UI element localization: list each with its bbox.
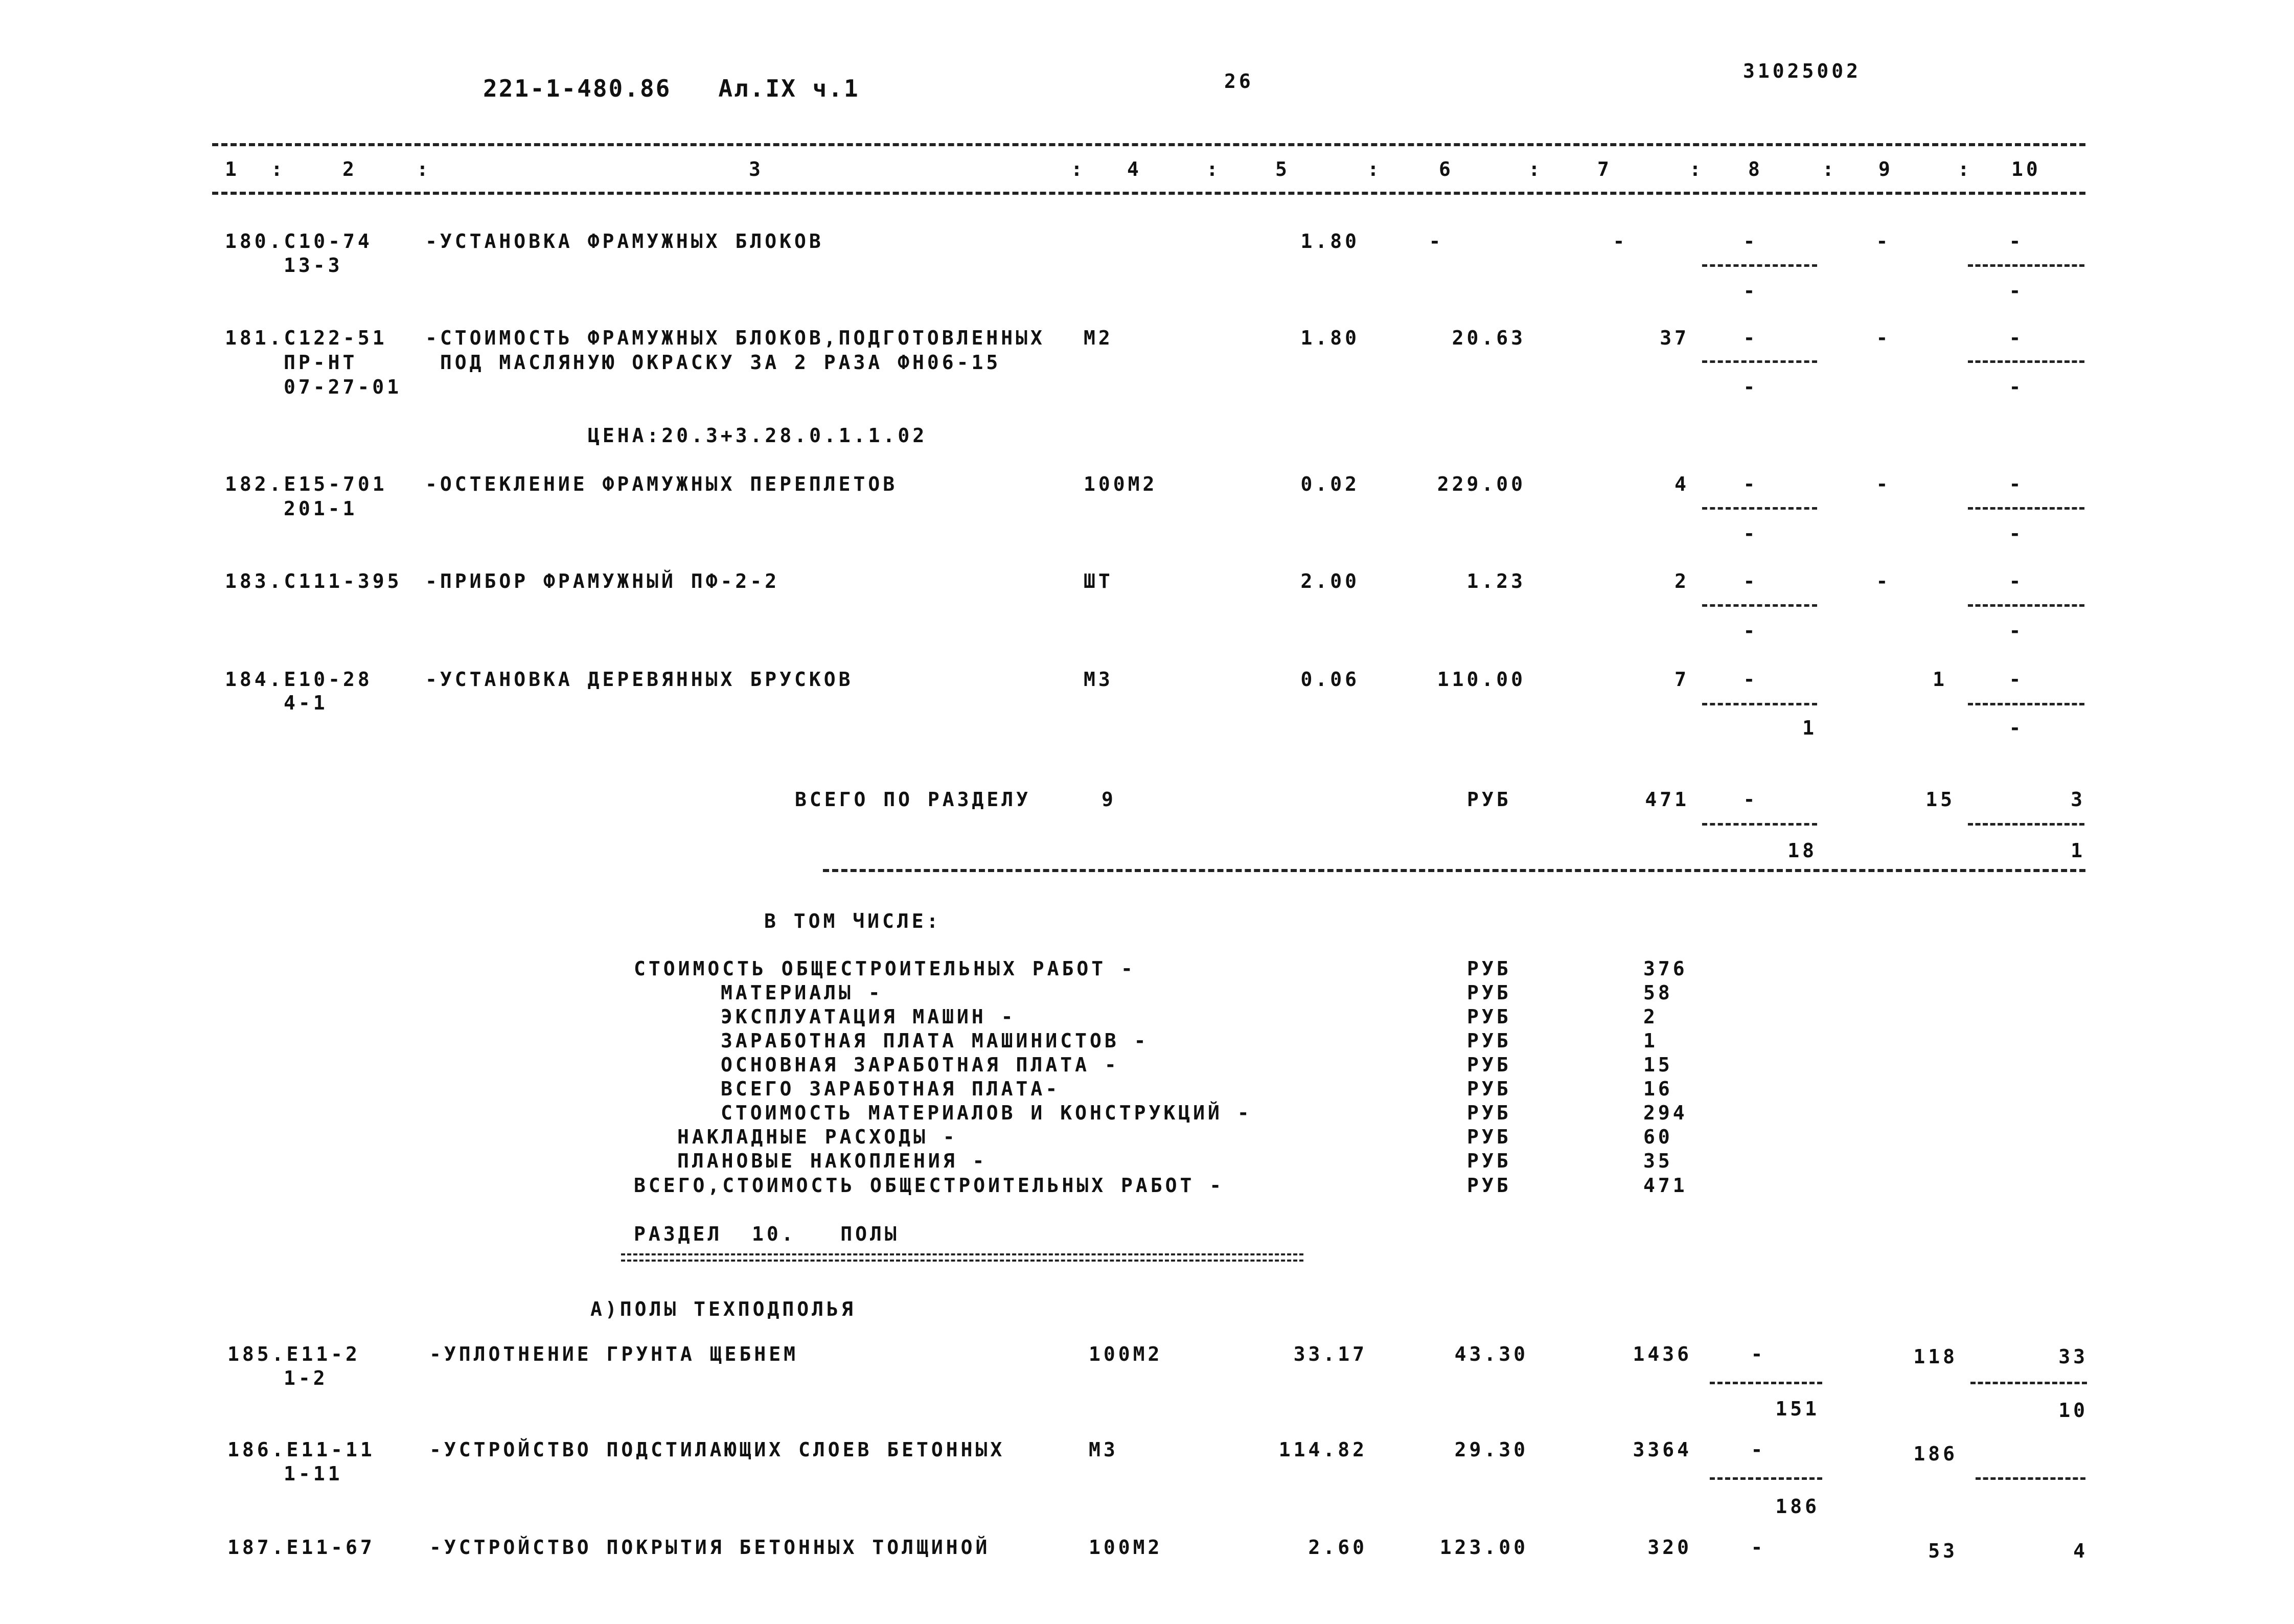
fraction-line — [1702, 360, 1817, 363]
row-code: 187.E11-67 — [227, 1536, 375, 1559]
section-total-c10-bottom: 1 — [2071, 839, 2085, 862]
fraction-line — [1702, 703, 1817, 705]
row-c8-bottom: - — [1743, 620, 1758, 642]
row-name: -УСТАНОВКА ФРАМУЖНЫХ БЛОКОВ — [425, 230, 824, 253]
row-name: -УСТРОЙСТВО ПОДСТИЛАЮЩИХ СЛОЕВ БЕТОННЫХ — [429, 1438, 1005, 1461]
summary-value: 471 — [1643, 1174, 1688, 1197]
row-name: -УСТАНОВКА ДЕРЕВЯННЫХ БРУСКОВ — [425, 668, 854, 691]
row-total: 1436 — [1633, 1343, 1692, 1365]
summary-label: ЭКСПЛУАТАЦИЯ МАШИН - — [721, 1005, 1016, 1028]
row-c8-top: - — [1743, 473, 1758, 495]
col-sep: : — [1958, 158, 1972, 180]
row-c8-top: - — [1751, 1438, 1766, 1461]
col-header-1: 1 — [225, 158, 240, 180]
col-sep: : — [417, 158, 431, 180]
row-total: 2 — [1674, 570, 1689, 592]
row-c10-top: 4 — [2073, 1540, 2088, 1562]
row-total: 4 — [1674, 473, 1689, 495]
row-unit: М2 — [1084, 327, 1113, 349]
table-header-rule — [212, 192, 2085, 195]
summary-value: 16 — [1643, 1078, 1673, 1100]
section-total-c8-bottom: 18 — [1787, 839, 1817, 862]
row-c8-top: - — [1743, 668, 1758, 691]
row-price: 43.30 — [1454, 1343, 1528, 1365]
col-header-6: 6 — [1439, 158, 1454, 180]
col-header-5: 5 — [1275, 158, 1290, 180]
fraction-line — [1702, 264, 1817, 267]
row-unit: ШТ — [1084, 570, 1113, 592]
row-c9: 118 — [1913, 1345, 1958, 1368]
row-c9: 1 — [1933, 668, 1947, 691]
row-c8-bottom: 1 — [1802, 717, 1817, 739]
row-c9: - — [1876, 327, 1891, 349]
row-c8-top: - — [1743, 230, 1758, 253]
summary-unit: РУБ — [1467, 1150, 1511, 1172]
summary-label: СТОИМОСТЬ МАТЕРИАЛОВ И КОНСТРУКЦИЙ - — [721, 1102, 1252, 1124]
summary-unit: РУБ — [1467, 1126, 1511, 1148]
section-total-rule — [823, 869, 2085, 872]
summary-unit: РУБ — [1467, 981, 1511, 1004]
price-note: ЦЕНА:20.3+3.28.0.1.1.02 — [588, 424, 928, 447]
row-name-cont: ПОД МАСЛЯНУЮ ОКРАСКУ ЗА 2 РАЗА ФН06-15 — [425, 351, 1001, 374]
row-price: 1.23 — [1466, 570, 1526, 592]
col-sep: : — [1206, 158, 1221, 180]
section-heading-underline — [621, 1253, 1303, 1262]
summary-unit: РУБ — [1467, 1005, 1511, 1028]
summary-label: МАТЕРИАЛЫ - — [721, 981, 883, 1004]
fraction-line — [1970, 1382, 2087, 1384]
row-unit: М3 — [1084, 668, 1113, 691]
row-c10-bottom: - — [2009, 376, 2024, 398]
document-id: 31025002 — [1743, 60, 1862, 82]
summary-value: 15 — [1643, 1054, 1673, 1076]
row-code-sub: 13-3 — [284, 254, 343, 277]
row-code: 182.E15-701 — [225, 473, 387, 495]
row-code: 186.E11-11 — [227, 1438, 375, 1461]
section-total-c10-top: 3 — [2071, 788, 2085, 811]
row-c9: 53 — [1928, 1540, 1958, 1562]
summary-label: СТОИМОСТЬ ОБЩЕСТРОИТЕЛЬНЫХ РАБОТ - — [634, 957, 1136, 980]
section-subheading: А)ПОЛЫ ТЕХПОДПОЛЬЯ — [590, 1298, 856, 1320]
row-c8-bottom: 151 — [1775, 1398, 1820, 1420]
row-price: - — [1429, 230, 1444, 253]
col-sep: : — [1528, 158, 1543, 180]
row-code-sub: 201-1 — [284, 497, 358, 520]
summary-unit: РУБ — [1467, 957, 1511, 980]
summary-label: ВСЕГО,СТОИМОСТЬ ОБЩЕСТРОИТЕЛЬНЫХ РАБОТ - — [634, 1174, 1225, 1197]
row-c8-top: - — [1743, 327, 1758, 349]
col-sep: : — [271, 158, 286, 180]
col-header-7: 7 — [1597, 158, 1612, 180]
row-c8-top: - — [1743, 570, 1758, 592]
row-c10-bottom: - — [2009, 522, 2024, 545]
row-c8-bottom: 186 — [1775, 1495, 1820, 1518]
summary-value: 2 — [1643, 1005, 1658, 1028]
row-qty: 0.06 — [1300, 668, 1360, 691]
row-code-sub: 1-2 — [284, 1367, 328, 1389]
summary-value: 60 — [1643, 1126, 1673, 1148]
row-c10-top: - — [2009, 327, 2024, 349]
fraction-line — [1976, 1477, 2085, 1480]
row-c8-top: - — [1751, 1343, 1766, 1365]
row-c10-bottom: - — [2009, 280, 2024, 302]
row-c8-bottom: - — [1743, 522, 1758, 545]
summary-label: ОСНОВНАЯ ЗАРАБОТНАЯ ПЛАТА - — [721, 1054, 1119, 1076]
section-heading: РАЗДЕЛ 10. ПОЛЫ — [634, 1223, 900, 1245]
col-sep: : — [1071, 158, 1086, 180]
page-number: 26 — [1224, 70, 1254, 93]
row-code-sub: 4-1 — [284, 692, 328, 714]
row-c8-bottom: - — [1743, 376, 1758, 398]
summary-unit: РУБ — [1467, 1030, 1511, 1052]
section-total-c9: 15 — [1925, 788, 1955, 811]
summary-value: 294 — [1643, 1102, 1688, 1124]
summary-label: НАКЛАДНЫЕ РАСХОДЫ - — [677, 1126, 958, 1148]
summary-label: ВСЕГО ЗАРАБОТНАЯ ПЛАТА- — [721, 1078, 1061, 1100]
summary-value: 58 — [1643, 981, 1673, 1004]
row-price: 110.00 — [1437, 668, 1526, 691]
row-c10-bottom: - — [2009, 717, 2024, 739]
row-code-sub: ПР-НТ — [284, 351, 358, 374]
row-name: -ПРИБОР ФРАМУЖНЫЙ ПФ-2-2 — [425, 570, 780, 592]
row-qty: 0.02 — [1300, 473, 1360, 495]
col-sep: : — [1822, 158, 1837, 180]
row-c10-bottom: 10 — [2058, 1399, 2088, 1422]
row-code: 183.C111-395 — [225, 570, 402, 592]
row-c10-top: - — [2009, 230, 2024, 253]
row-code: 185.E11-2 — [227, 1343, 360, 1365]
row-unit: 100М2 — [1089, 1343, 1163, 1365]
row-total: 7 — [1674, 668, 1689, 691]
summary-value: 35 — [1643, 1150, 1673, 1172]
row-total: 37 — [1660, 327, 1689, 349]
row-code: 180.C10-74 — [225, 230, 373, 253]
row-qty: 2.60 — [1308, 1536, 1367, 1559]
row-total: 320 — [1647, 1536, 1692, 1559]
fraction-line — [1968, 507, 2084, 510]
fraction-line — [1968, 703, 2084, 705]
fraction-line — [1968, 264, 2084, 267]
row-code-sub: 1-11 — [284, 1462, 343, 1485]
col-header-8: 8 — [1748, 158, 1763, 180]
row-qty: 1.80 — [1300, 327, 1360, 349]
fraction-line — [1968, 604, 2084, 607]
row-unit: 100М2 — [1089, 1536, 1163, 1559]
row-name: -ОСТЕКЛЕНИЕ ФРАМУЖНЫХ ПЕРЕПЛЕТОВ — [425, 473, 898, 495]
summary-label: ЗАРАБОТНАЯ ПЛАТА МАШИНИСТОВ - — [721, 1030, 1149, 1052]
row-total: 3364 — [1633, 1438, 1692, 1461]
row-qty: 2.00 — [1300, 570, 1360, 592]
col-header-3: 3 — [749, 158, 764, 180]
fraction-line — [1702, 823, 1817, 826]
summary-value: 1 — [1643, 1030, 1658, 1052]
row-qty: 1.80 — [1300, 230, 1360, 253]
row-price: 29.30 — [1454, 1438, 1528, 1461]
summary-value: 376 — [1643, 957, 1688, 980]
row-c9: - — [1876, 473, 1891, 495]
row-price: 229.00 — [1437, 473, 1526, 495]
row-unit: М3 — [1089, 1438, 1118, 1461]
row-c10-top: 33 — [2058, 1345, 2088, 1368]
summary-unit: РУБ — [1467, 1102, 1511, 1124]
col-sep: : — [1689, 158, 1704, 180]
row-c8-bottom: - — [1743, 280, 1758, 302]
section-total-amount: 471 — [1645, 788, 1689, 811]
section-total-unit: РУБ — [1467, 788, 1511, 811]
summary-unit: РУБ — [1467, 1078, 1511, 1100]
row-c10-top: - — [2009, 668, 2024, 691]
summary-label: ПЛАНОВЫЕ НАКОПЛЕНИЯ - — [677, 1150, 988, 1172]
col-header-9: 9 — [1878, 158, 1893, 180]
fraction-line — [1710, 1477, 1822, 1480]
row-price: 123.00 — [1439, 1536, 1528, 1559]
row-unit: 100М2 — [1084, 473, 1158, 495]
row-c10-top: - — [2009, 570, 2024, 592]
section-total-c8-top: - — [1743, 788, 1758, 811]
row-name: -УСТРОЙСТВО ПОКРЫТИЯ БЕТОННЫХ ТОЛЩИНОЙ — [429, 1536, 991, 1559]
row-c9: - — [1876, 230, 1891, 253]
section-total-number: 9 — [1102, 788, 1116, 811]
row-name: -УПЛОТНЕНИЕ ГРУНТА ЩЕБНЕМ — [429, 1343, 798, 1365]
row-price: 20.63 — [1452, 327, 1526, 349]
row-c9: - — [1876, 570, 1891, 592]
fraction-line — [1710, 1382, 1822, 1384]
fraction-line — [1968, 823, 2084, 826]
table-top-rule — [212, 143, 2085, 146]
col-header-10: 10 — [2011, 158, 2041, 180]
summary-unit: РУБ — [1467, 1054, 1511, 1076]
row-name: -СТОИМОСТЬ ФРАМУЖНЫХ БЛОКОВ,ПОДГОТОВЛЕННЫХ — [425, 327, 1045, 349]
col-header-2: 2 — [342, 158, 357, 180]
row-c8-top: - — [1751, 1536, 1766, 1559]
row-code: 181.C122-51 — [225, 327, 387, 349]
fraction-line — [1702, 507, 1817, 510]
row-qty: 33.17 — [1293, 1343, 1367, 1365]
including-label: В ТОМ ЧИСЛЕ: — [764, 910, 942, 932]
row-c10-bottom: - — [2009, 620, 2024, 642]
fraction-line — [1968, 360, 2084, 363]
row-code-sub: 07-27-01 — [284, 376, 402, 398]
row-c9: 186 — [1913, 1443, 1958, 1465]
fraction-line — [1702, 604, 1817, 607]
col-sep: : — [1367, 158, 1382, 180]
row-total: - — [1613, 230, 1628, 253]
section-total-label: ВСЕГО ПО РАЗДЕЛУ — [795, 788, 1031, 811]
document-code: 221-1-480.86 Ал.IX ч.1 — [483, 75, 860, 102]
summary-unit: РУБ — [1467, 1174, 1511, 1197]
row-c10-top: - — [2009, 473, 2024, 495]
row-qty: 114.82 — [1278, 1438, 1367, 1461]
row-code: 184.E10-28 — [225, 668, 373, 691]
col-header-4: 4 — [1127, 158, 1142, 180]
